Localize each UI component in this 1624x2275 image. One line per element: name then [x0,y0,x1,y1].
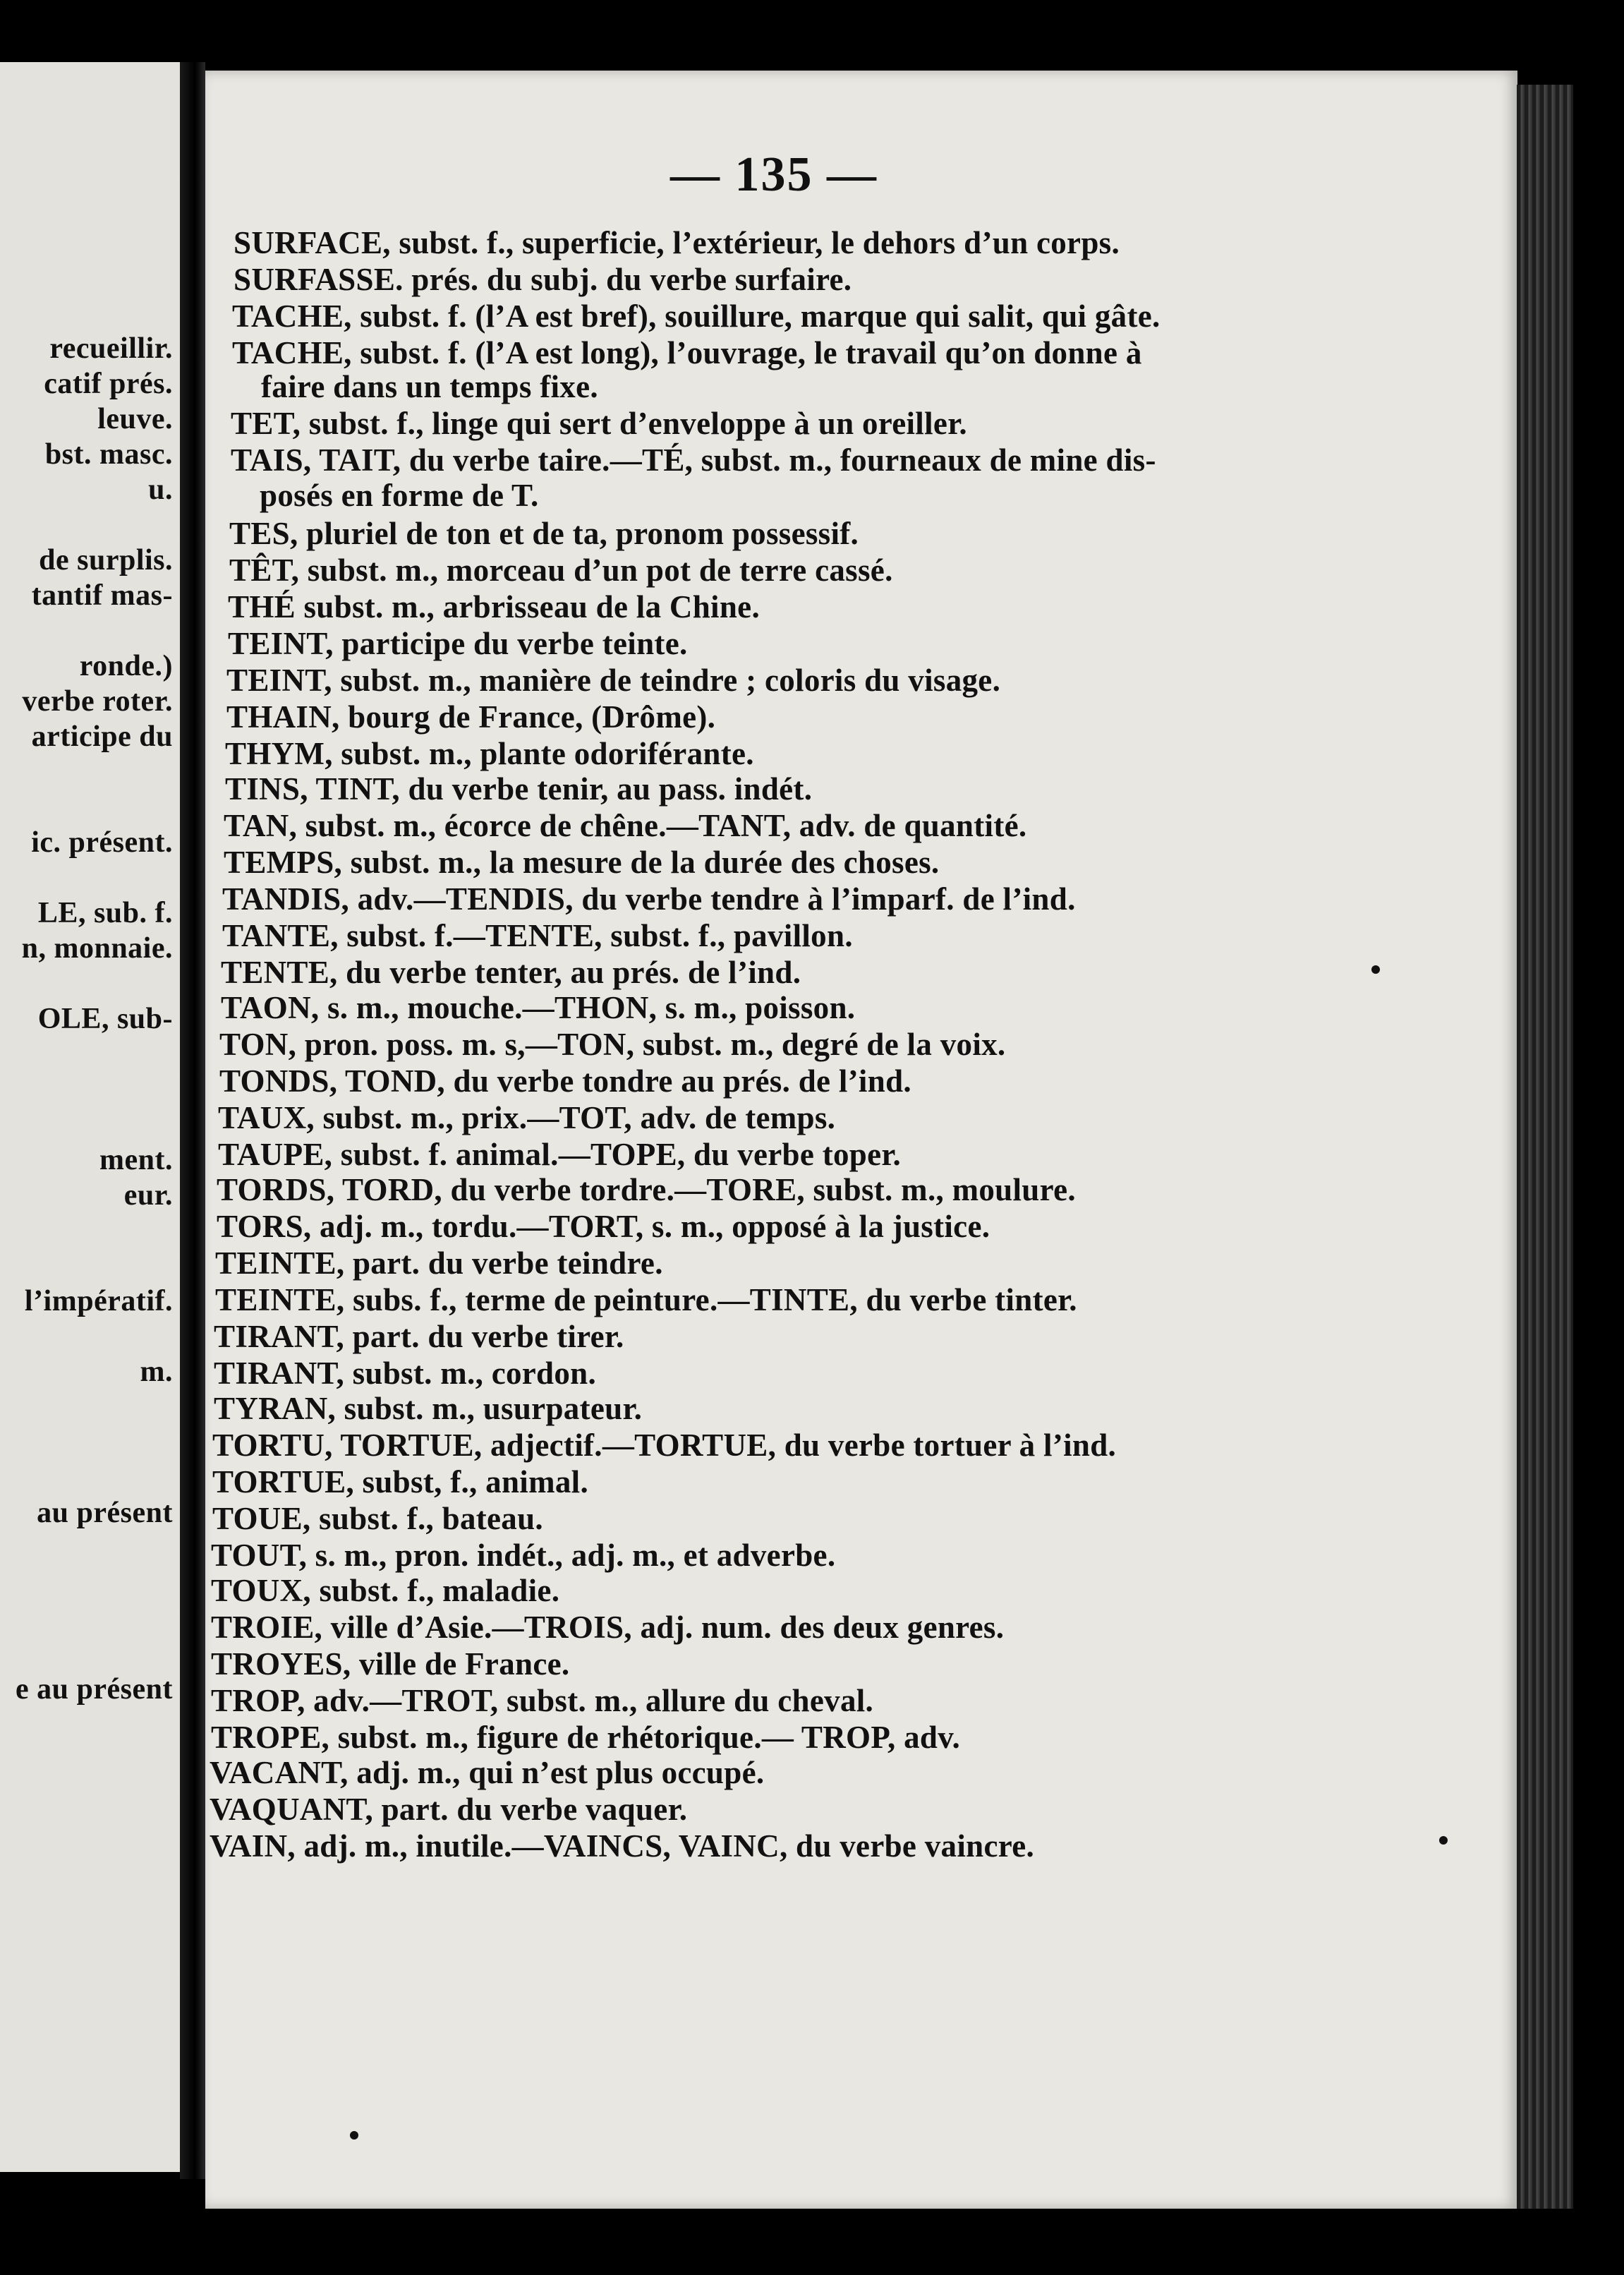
dictionary-entry: THYM, subst. m., plante odoriférante. [225,736,754,771]
dictionary-entry: TAUX, subst. m., prix.—TOT, adv. de temps. [218,1100,836,1135]
dictionary-entry: TENTE, du verbe tenter, au prés. de l’ind. [221,955,801,990]
dictionary-entry: TINS, TINT, du verbe tenir, au pass. indét. [225,771,813,807]
dictionary-entry: TAUPE, subst. f. animal.—TOPE, du verbe toper. [218,1137,902,1172]
left-page-text-line: tantif mas- [31,579,173,612]
left-page-text-line: OLE, sub- [37,1003,173,1035]
dictionary-entry: TIRANT, subst. m., cordon. [214,1356,597,1391]
dictionary-entry: SURFASSE. prés. du subj. du verbe surfaire. [234,262,852,297]
left-page [0,62,180,2172]
left-page-text-line: ronde.) [79,650,173,682]
page-number: — 135 — [670,147,878,202]
dictionary-entry: TIRANT, part. du verbe tirer. [214,1319,624,1354]
dictionary-entry: TES, pluriel de ton et de ta, pronom possessif. [229,516,859,551]
dictionary-entry: TORDS, TORD, du verbe tordre.—TORE, subst. m., moulure. [217,1172,1076,1207]
dictionary-entry: TEINTE, part. du verbe teindre. [215,1245,663,1281]
dictionary-entry: TEMPS, subst. m., la mesure de la durée des choses. [224,845,940,880]
dictionary-entry: TOUX, subst. f., maladie. [211,1573,560,1608]
left-page-text-line: verbe roter. [22,685,173,718]
dictionary-entry: TAON, s. m., mouche.—THON, s. m., poisson. [221,990,856,1025]
dictionary-entry: TORTU, TORTUE, adjectif.—TORTUE, du verbe tortuer à l’ind. [212,1428,1117,1463]
page-edge-stack [1517,85,1573,2209]
dictionary-entry: TROPE, subst. m., figure de rhétorique.— TROP, adv. [211,1720,961,1755]
left-page-text-line: bst. masc. [44,438,173,471]
book-gutter [180,62,205,2179]
dictionary-entry: TAN, subst. m., écorce de chêne.—TANT, adv. de quantité. [224,808,1027,843]
dictionary-entry: TEINTE, subs. f., terme de peinture.—TINTE, du verbe tinter. [215,1282,1077,1317]
left-page-text-line: eur. [123,1179,173,1212]
dictionary-entry: TACHE, subst. f. (l’A est bref), souillure, marque qui salit, qui gâte. [232,298,1161,334]
dictionary-entry: posés en forme de T. [260,478,539,513]
dictionary-entry: TROYES, ville de France. [211,1646,570,1682]
dictionary-entry: VAQUANT, part. du verbe vaquer. [210,1792,688,1827]
dictionary-entry: SURFACE, subst. f., superficie, l’extérieur, le dehors d’un corps. [234,225,1120,260]
dictionary-entry: TEINT, participe du verbe teinte. [228,626,688,661]
left-page-text-line: n, monnaie. [21,932,173,965]
dictionary-entry: VAIN, adj. m., inutile.—VAINCS, VAINC, du verbe vaincre. [210,1828,1035,1864]
dictionary-entry: TYRAN, subst. m., usurpateur. [214,1391,643,1426]
dictionary-entry: TANDIS, adv.—TENDIS, du verbe tendre à l’imparf. de l’ind. [222,881,1076,917]
dictionary-entry: TANTE, subst. f.—TENTE, subst. f., pavillon. [222,918,853,953]
left-page-text-line: ment. [99,1144,173,1176]
left-page-text-line: au présent [37,1497,173,1529]
dictionary-entry: TÊT, subst. m., morceau d’un pot de terre cassé. [229,553,893,588]
left-page-text-line: de surplis. [39,544,173,577]
dictionary-entry: TORTUE, subst, f., animal. [212,1464,589,1499]
dictionary-entry: TOUT, s. m., pron. indét., adj. m., et adverbe. [211,1538,836,1573]
dictionary-entry: TORS, adj. m., tordu.—TORT, s. m., opposé à la justice. [217,1209,990,1244]
dictionary-entry: TROIE, ville d’Asie.—TROIS, adj. num. des deux genres. [211,1610,1005,1645]
left-page-text-line: ic. présent. [31,826,173,859]
left-page-text-line: articipe du [31,720,173,753]
ink-speck [350,2131,358,2140]
left-page-text-line: e au présent [16,1673,173,1706]
left-page-text-line: m. [140,1356,173,1388]
dictionary-entry: TON, pron. poss. m. s,—TON, subst. m., degré de la voix. [219,1027,1006,1062]
dictionary-entry: THÉ subst. m., arbrisseau de la Chine. [228,589,761,624]
ink-speck [1371,965,1380,974]
dictionary-entry: TACHE, subst. f. (l’A est long), l’ouvrage, le travail qu’on donne à [232,335,1142,370]
dictionary-entry: TONDS, TOND, du verbe tondre au prés. de l’ind. [219,1063,911,1099]
dictionary-entry: faire dans un temps fixe. [261,369,598,404]
dictionary-entry: TEINT, subst. m., manière de teindre ; coloris du visage. [226,663,1001,698]
dictionary-entry: THAIN, bourg de France, (Drôme). [226,699,716,735]
dictionary-entry: TAIS, TAIT, du verbe taire.—TÉ, subst. m., fourneaux de mine dis- [231,442,1156,478]
left-page-text-line: recueillir. [49,332,173,365]
left-page-text-line: catif prés. [44,368,173,400]
left-page-text-line: leuve. [97,403,173,435]
dictionary-entry: TET, subst. f., linge qui sert d’enveloppe à un oreiller. [231,406,967,441]
dictionary-entry: VACANT, adj. m., qui n’est plus occupé. [210,1755,765,1790]
dictionary-entry: TROP, adv.—TROT, subst. m., allure du cheval. [211,1683,874,1718]
dictionary-entry: TOUE, subst. f., bateau. [212,1501,543,1536]
ink-speck [1439,1836,1448,1845]
left-page-text-line: u. [148,473,173,506]
left-page-text-line: l’impératif. [24,1285,173,1317]
left-page-text-line: LE, sub. f. [37,897,173,929]
